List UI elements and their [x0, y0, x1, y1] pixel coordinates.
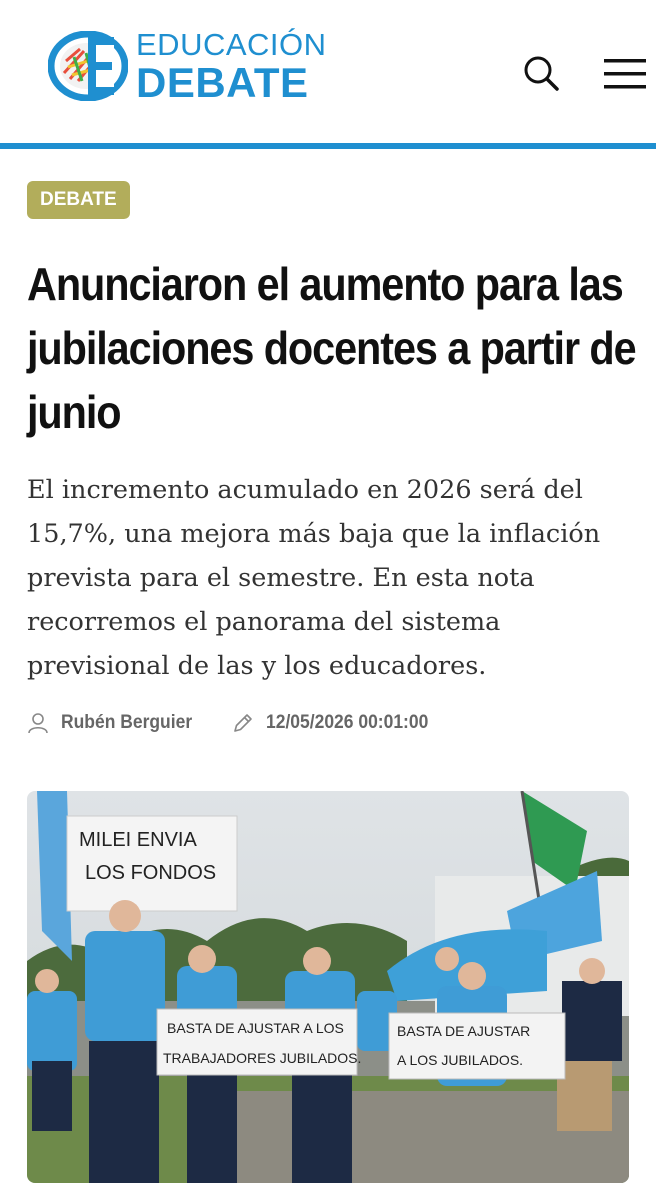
- article-meta: [27, 708, 442, 738]
- search-button[interactable]: [520, 52, 562, 94]
- article-subtitle: El incremento acumulado en 2026 será del 15,7%, una mejora más baja que la inflación prevista para el semestre. En esta nota recorremos el panorama del sistema previsional de las y los educadores.: [27, 475, 601, 681]
- category-badge[interactable]: DEBATE: [27, 181, 130, 219]
- header-divider: [0, 143, 656, 149]
- site-header: [0, 0, 656, 144]
- pencil-icon: [232, 712, 254, 734]
- logo-e-icon: [48, 31, 128, 101]
- sign-left-line1: MILEI ENVIA: [79, 829, 197, 851]
- protest-photo-illustration: [27, 791, 629, 1183]
- banner-right-line2: A LOS JUBILADOS.: [397, 1052, 524, 1068]
- author-name[interactable]: Rubén Berguier: [61, 712, 193, 733]
- article-photo[interactable]: [27, 791, 629, 1183]
- banner-center-line2: TRABAJADORES JUBILADOS.: [163, 1050, 362, 1066]
- menu-button[interactable]: [600, 56, 648, 92]
- site-logo[interactable]: [48, 26, 327, 106]
- search-icon: [520, 52, 562, 94]
- article-title: Anunciaron el aumento para las jubilaciones docentes a partir de junio: [27, 258, 636, 438]
- user-icon: [27, 712, 49, 734]
- banner-center-line1: BASTA DE AJUSTAR A LOS: [167, 1020, 344, 1036]
- logo-text: [136, 26, 327, 106]
- logo-line-debate: DEBATE: [136, 58, 309, 106]
- sign-left-line2: LOS FONDOS: [85, 862, 217, 884]
- logo-line-educacion: EDUCACIÓN: [136, 26, 327, 62]
- banner-right-line1: BASTA DE AJUSTAR: [397, 1023, 531, 1039]
- publish-date: 12/05/2026 00:01:00: [265, 712, 428, 733]
- hamburger-menu-icon: [600, 56, 648, 92]
